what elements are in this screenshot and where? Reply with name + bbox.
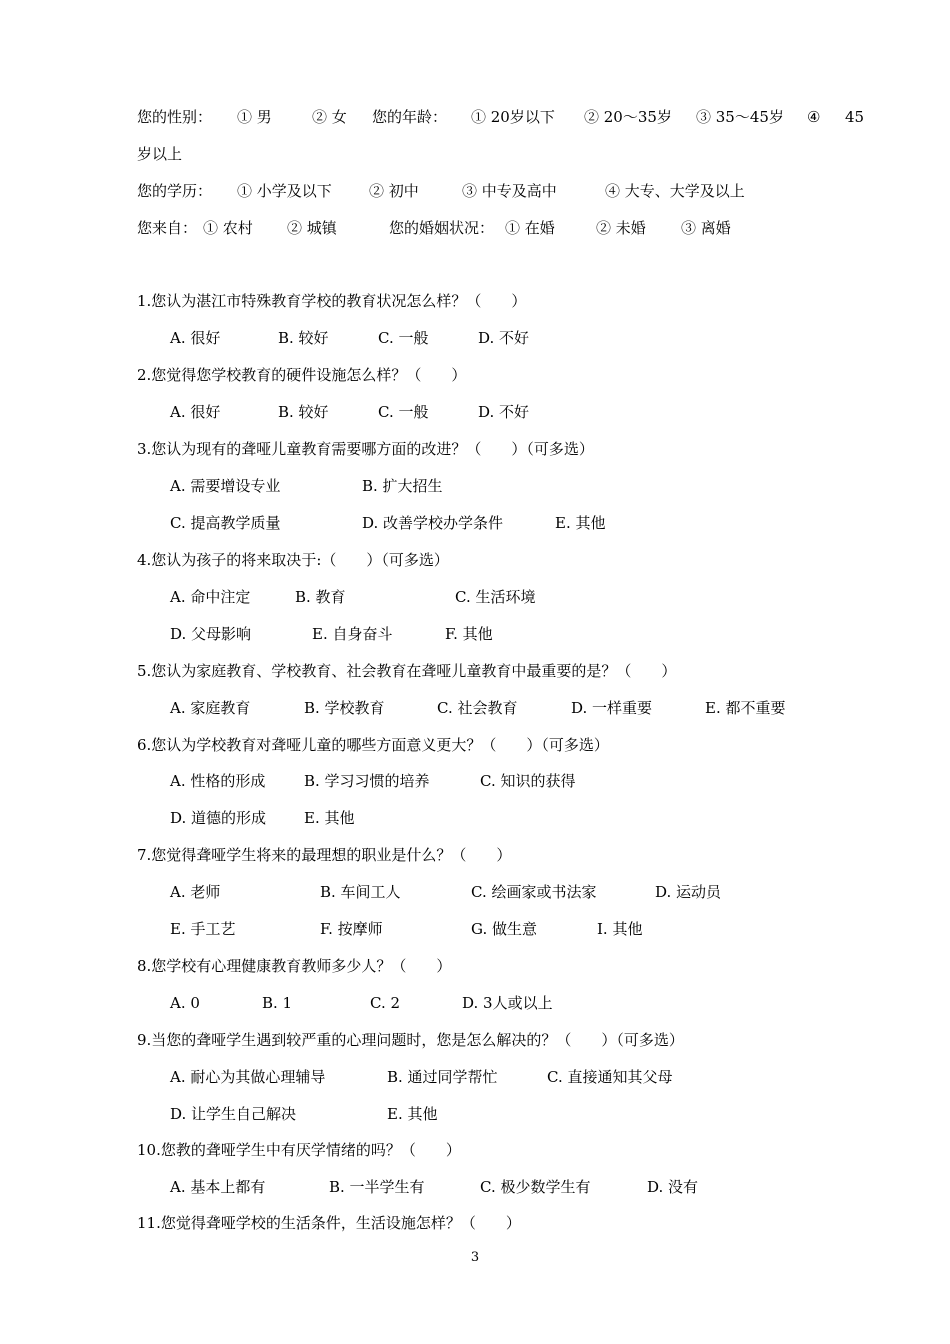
option: G. 做生意 [471,920,537,938]
option: C. 绘画家或书法家 [471,883,597,901]
option: C. 一般 [378,403,429,421]
age-label: 您的年龄： [372,108,448,126]
option: B. 学习习惯的培养 [304,772,430,790]
option: B. 较好 [278,403,329,421]
age-option-2: ② 20～35岁 [584,108,672,126]
origin-option-town: ② 城镇 [287,219,337,237]
option: D. 不好 [478,329,530,347]
option: B. 一半学生有 [329,1178,425,1196]
option: B. 扩大招生 [362,477,443,495]
option: A. 命中注定 [170,588,251,606]
option: E. 其他 [304,809,355,827]
question-8: 8.您学校有心理健康教育教师多少人？（ ） [137,957,452,975]
option: E. 其他 [555,514,606,532]
option: B. 通过同学帮忙 [387,1068,498,1086]
option: B. 学校教育 [304,699,385,717]
question-6: 6.您认为学校教育对聋哑儿童的哪些方面意义更大？（ ）（可多选） [137,736,609,754]
option: E. 手工艺 [170,920,236,938]
option: D. 父母影响 [170,625,252,643]
gender-option-male: ① 男 [237,108,272,126]
education-option-3: ③ 中专及高中 [462,182,557,200]
option: F. 按摩师 [320,920,383,938]
marital-option-unmarried: ② 未婚 [596,219,646,237]
gender-label: 您的性别： [137,108,213,126]
question-5: 5.您认为家庭教育、学校教育、社会教育在聋哑儿童教育中最重要的是？（ ） [137,662,677,680]
option: E. 都不重要 [705,699,786,717]
education-option-4: ④ 大专、大学及以上 [605,182,745,200]
option: A. 耐心为其做心理辅导 [170,1068,326,1086]
marital-label: 您的婚姻状况： [389,219,495,237]
question-11: 11.您觉得聋哑学校的生活条件，生活设施怎样？（ ） [137,1214,521,1232]
option: C. 2 [370,994,401,1012]
age-option-1: ① 20岁以下 [471,108,555,126]
education-option-2: ② 初中 [369,182,419,200]
option: B. 较好 [278,329,329,347]
option: A. 基本上都有 [170,1178,266,1196]
question-1: 1.您认为湛江市特殊教育学校的教育状况怎么样？（ ） [137,292,527,310]
option: B. 教育 [295,588,346,606]
option: D. 道德的形成 [170,809,267,827]
option: A. 需要增设专业 [170,477,281,495]
option: A. 家庭教育 [170,699,251,717]
option: B. 车间工人 [320,883,401,901]
marital-option-married: ① 在婚 [505,219,555,237]
gender-option-female: ② 女 [312,108,347,126]
option: A. 老师 [170,883,221,901]
age-option-4-number: 45 [845,108,865,126]
option: C. 一般 [378,329,429,347]
question-3: 3.您认为现有的聋哑儿童教育需要哪方面的改进？（ ）（可多选） [137,440,594,458]
option: D. 没有 [647,1178,699,1196]
option: D. 改善学校办学条件 [362,514,504,532]
option: A. 很好 [170,403,221,421]
option: C. 极少数学生有 [480,1178,591,1196]
origin-option-rural: ① 农村 [203,219,253,237]
option: C. 社会教育 [437,699,518,717]
option: A. 很好 [170,329,221,347]
option: A. 0 [170,994,200,1012]
age-option-4-continuation: 岁以上 [137,145,183,163]
option: D. 不好 [478,403,530,421]
age-option-3: ③ 35～45岁 [696,108,784,126]
question-4: 4.您认为孩子的将来取决于:（ ）（可多选） [137,551,449,569]
option: C. 知识的获得 [480,772,576,790]
option: C. 提高教学质量 [170,514,281,532]
option: B. 1 [262,994,293,1012]
option: A. 性格的形成 [170,772,266,790]
option: D. 一样重要 [571,699,653,717]
education-option-1: ① 小学及以下 [237,182,332,200]
question-10: 10.您教的聋哑学生中有厌学情绪的吗？（ ） [137,1141,461,1159]
question-9: 9.当您的聋哑学生遇到较严重的心理问题时，您是怎么解决的？（ ）（可多选） [137,1031,684,1049]
option: I. 其他 [597,920,643,938]
option: D. 让学生自己解决 [170,1105,297,1123]
option: E. 其他 [387,1105,438,1123]
option: F. 其他 [445,625,493,643]
option: D. 运动员 [655,883,722,901]
option: C. 生活环境 [455,588,536,606]
page-number: 3 [470,1250,480,1265]
marital-option-divorced: ③ 离婚 [681,219,731,237]
age-option-4: ④ [807,108,821,126]
option: C. 直接通知其父母 [547,1068,673,1086]
option: D. 3人或以上 [462,994,553,1012]
origin-label: 您来自： [137,219,198,237]
education-label: 您的学历： [137,182,213,200]
question-2: 2.您觉得您学校教育的硬件设施怎么样？（ ） [137,366,467,384]
question-7: 7.您觉得聋哑学生将来的最理想的职业是什么？（ ） [137,846,512,864]
option: E. 自身奋斗 [312,625,393,643]
